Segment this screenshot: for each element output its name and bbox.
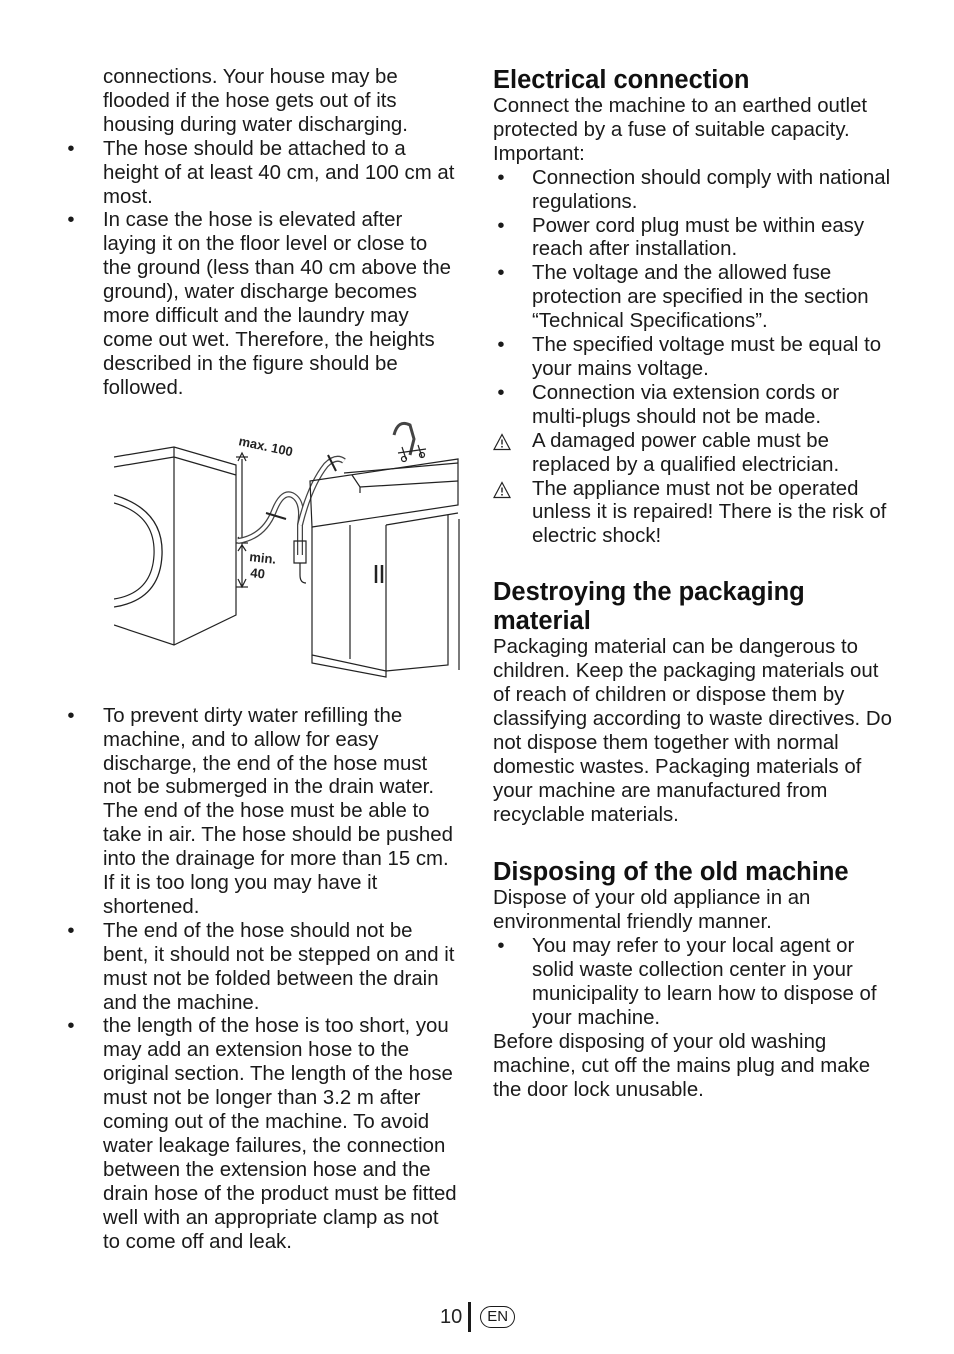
list-item: • The specified voltage must be equal to your mains voltage. — [493, 334, 893, 382]
list-item: • Connection should comply with national regulations. — [493, 167, 893, 215]
bullet-list-top — [60, 138, 460, 401]
disposing-bullet-list — [493, 935, 893, 1031]
bullet-icon: • — [67, 137, 75, 160]
electrical-bullet-list — [493, 167, 893, 550]
list-item: • The voltage and the allowed fuse protection are specified in the section “Technical Specifications”. — [493, 262, 893, 334]
packaging-body: Packaging material can be dangerous to children. Keep the packaging materials out of reach of children or dispose them by classifying according to waste directives. Do not dispose them together with normal domestic wastes. Packaging materials of your machine are manufactured from recyclable materials. — [493, 636, 892, 826]
bullet-icon: • — [67, 209, 75, 232]
hose-installation-illustration — [114, 415, 460, 685]
bullet-icon: • — [497, 334, 505, 357]
right-column — [493, 66, 893, 1103]
page-number: 10 — [440, 1305, 463, 1328]
list-item: • Power cord plug must be within easy reach after installation. — [493, 215, 893, 263]
bullet-icon: • — [497, 214, 505, 237]
warning-item: The appliance must not be operated unless it is repaired! There is the risk of electric shock! — [493, 478, 893, 550]
page-footer — [440, 1302, 515, 1332]
warning-item: A damaged power cable must be replaced by a qualified electrician. — [493, 430, 893, 478]
bullet-icon: • — [67, 704, 75, 727]
bullet-icon: • — [497, 381, 505, 404]
list-item: • In case the hose is elevated after laying it on the floor level or close to the ground (less than 40 cm above the ground), water discharge becomes more difficult and the laundry may come out wet. Therefore, the heights described in the figure should be followed. — [60, 209, 460, 400]
list-item: • The hose should be attached to a height of at least 40 cm, and 100 cm at most. — [60, 138, 460, 210]
footer-divider — [468, 1302, 471, 1332]
disposing-outro: Before disposing of your old washing machine, cut off the mains plug and make the door lock unusable. — [493, 1030, 871, 1101]
language-badge: EN — [480, 1306, 515, 1328]
bullet-icon: • — [497, 935, 505, 958]
min-height-label: min. — [248, 548, 277, 567]
list-item: • The end of the hose should not be bent, it should not be stepped on and it must not be folded between the drain and the machine. — [60, 920, 460, 1016]
min-height-value: 40 — [249, 564, 266, 582]
warning-icon — [493, 481, 511, 499]
intro-paragraph: connections. Your house may be flooded if the hose gets out of its housing during water discharging. — [103, 66, 408, 136]
disposing-intro: Dispose of your old appliance in an environmental friendly manner. — [493, 887, 811, 934]
disposing-heading: Disposing of the old machine — [493, 858, 849, 887]
warning-icon — [493, 433, 511, 451]
hose-height-figure — [60, 415, 460, 685]
bullet-icon: • — [67, 1015, 75, 1038]
electrical-intro: Connect the machine to an earthed outlet protected by a fuse of suitable capacity. — [493, 95, 868, 141]
bullet-icon: • — [67, 919, 75, 942]
left-column — [60, 66, 460, 1255]
packaging-heading: Destroying the packaging material — [493, 578, 805, 636]
list-item: • Connection via extension cords or multi-plugs should not be made. — [493, 382, 893, 430]
important-label: Important: — [493, 142, 585, 165]
list-item: • To prevent dirty water refilling the machine, and to allow for easy discharge, the end of the hose must not be submerged in the drain water. The end of the hose must be able to take in air. The hose should be pushed into the drainage for more than 15 cm. If it is too long you may have it shortened. — [60, 705, 460, 920]
bullet-icon: • — [497, 166, 505, 189]
list-item: • You may refer to your local agent or solid waste collection center in your municipality to learn how to dispose of your machine. — [493, 935, 893, 1031]
list-item: • the length of the hose is too short, you may add an extension hose to the original section. The length of the hose must not be longer than 3.2 m after coming out of the machine. To avoid water leakage failures, the connection between the extension hose and the drain hose of the product must be fitted well with an appropriate clamp as not to come off and leak. — [60, 1015, 460, 1254]
max-height-label: max. 100 — [237, 432, 295, 460]
bullet-list-bottom — [60, 705, 460, 1255]
bullet-icon: • — [497, 262, 505, 285]
electrical-connection-heading: Electrical connection — [493, 66, 750, 94]
